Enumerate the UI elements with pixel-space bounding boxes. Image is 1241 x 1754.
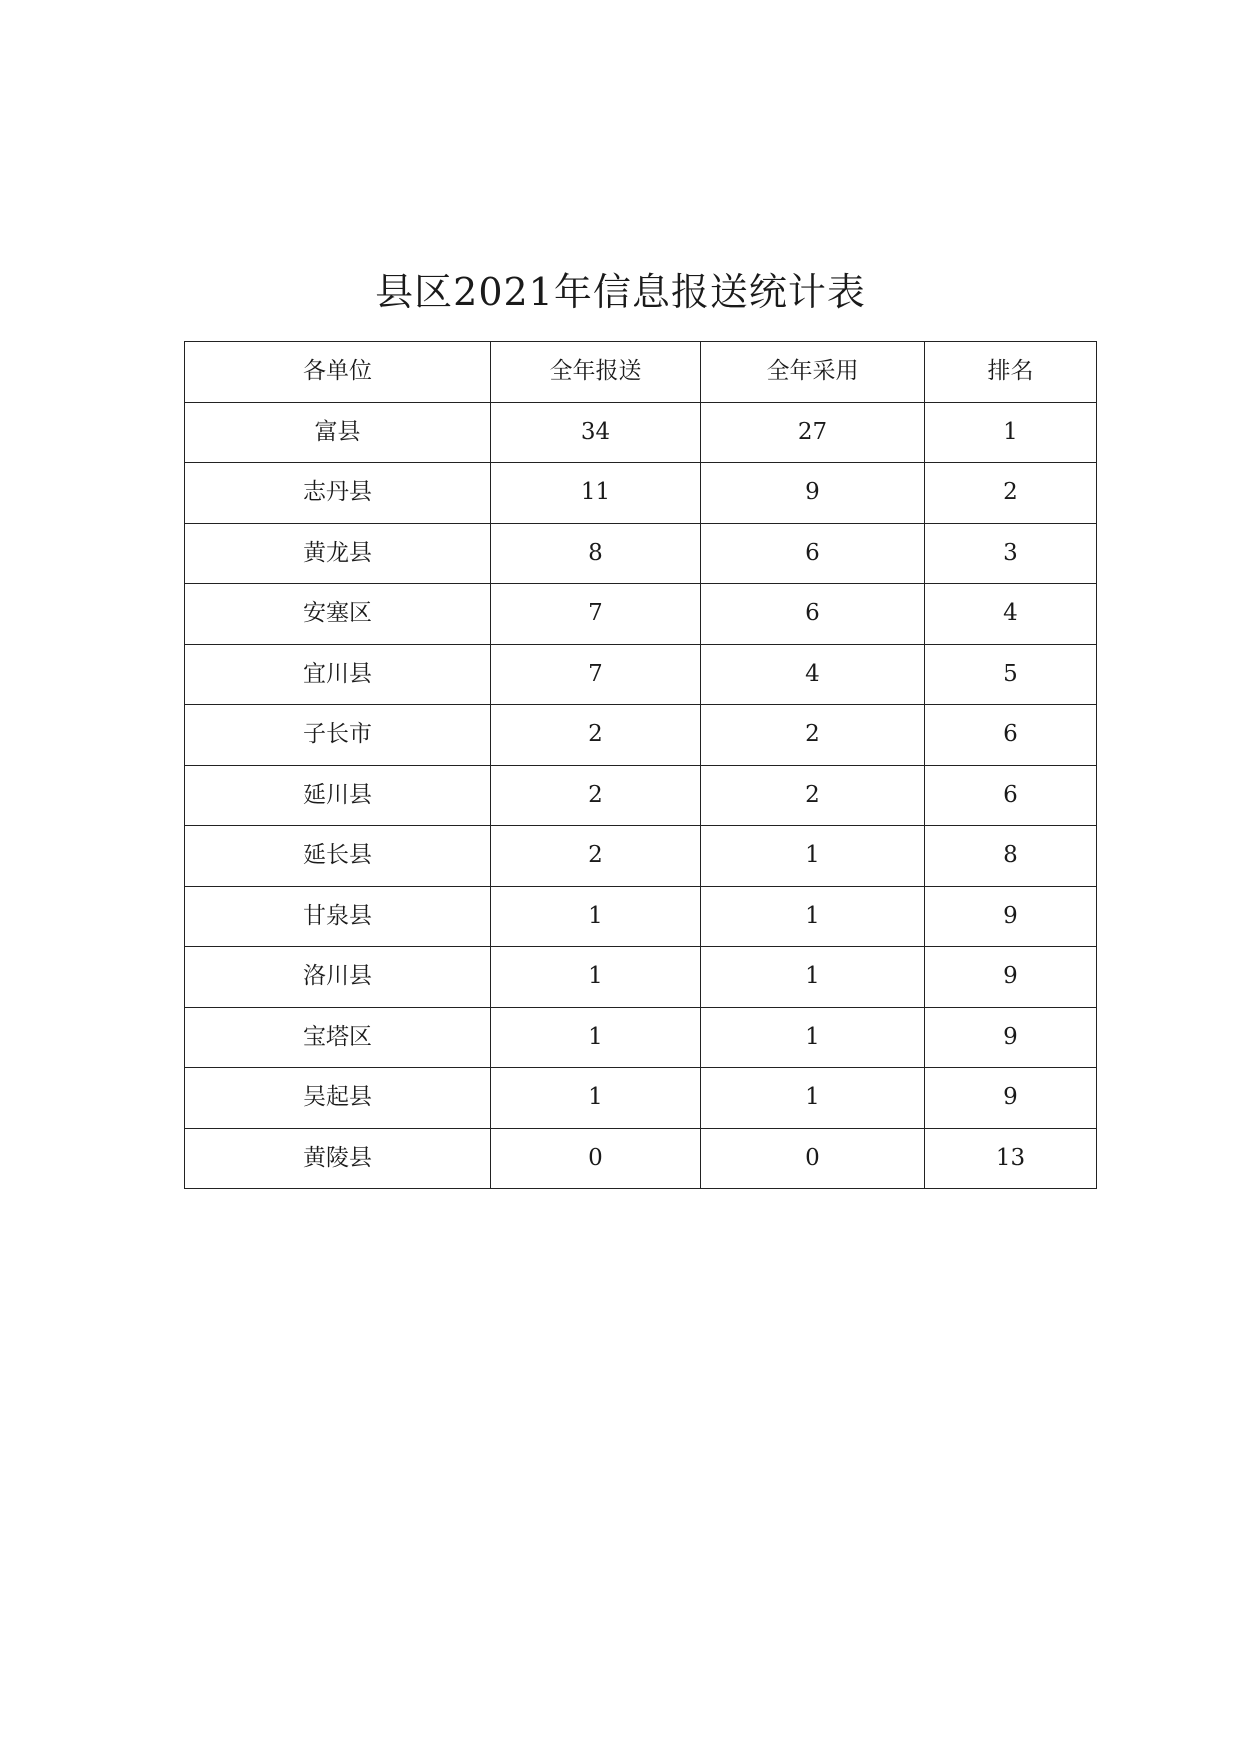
table-row (185, 826, 1097, 887)
cell-submitted: 8 (491, 523, 701, 584)
table-row (185, 644, 1097, 705)
table-row (185, 886, 1097, 947)
table-row (185, 1128, 1097, 1189)
cell-unit: 黄陵县 (185, 1128, 491, 1189)
header-annual-adopted: 全年采用 (701, 342, 925, 403)
cell-adopted: 1 (701, 947, 925, 1008)
cell-rank: 9 (925, 947, 1097, 1008)
cell-rank: 1 (925, 402, 1097, 463)
cell-submitted: 1 (491, 886, 701, 947)
header-unit: 各单位 (185, 342, 491, 403)
cell-submitted: 2 (491, 826, 701, 887)
cell-rank: 6 (925, 765, 1097, 826)
cell-rank: 3 (925, 523, 1097, 584)
table-row (185, 402, 1097, 463)
cell-adopted: 6 (701, 523, 925, 584)
cell-unit: 志丹县 (185, 463, 491, 524)
statistics-table (184, 341, 1097, 1189)
cell-submitted: 2 (491, 765, 701, 826)
cell-adopted: 1 (701, 886, 925, 947)
cell-rank: 6 (925, 705, 1097, 766)
cell-rank: 5 (925, 644, 1097, 705)
cell-submitted: 0 (491, 1128, 701, 1189)
cell-adopted: 1 (701, 1068, 925, 1129)
cell-unit: 黄龙县 (185, 523, 491, 584)
cell-adopted: 2 (701, 765, 925, 826)
cell-unit: 延川县 (185, 765, 491, 826)
cell-unit: 甘泉县 (185, 886, 491, 947)
cell-unit: 宝塔区 (185, 1007, 491, 1068)
page-title: 县区2021年信息报送统计表 (375, 270, 866, 314)
header-annual-submitted: 全年报送 (491, 342, 701, 403)
cell-unit: 吴起县 (185, 1068, 491, 1129)
table-row (185, 1068, 1097, 1129)
cell-submitted: 7 (491, 644, 701, 705)
cell-unit: 富县 (185, 402, 491, 463)
cell-rank: 8 (925, 826, 1097, 887)
cell-unit: 子长市 (185, 705, 491, 766)
cell-adopted: 1 (701, 1007, 925, 1068)
cell-submitted: 1 (491, 947, 701, 1008)
table-header-row (185, 342, 1097, 403)
cell-adopted: 27 (701, 402, 925, 463)
table-row (185, 523, 1097, 584)
cell-submitted: 1 (491, 1068, 701, 1129)
cell-adopted: 0 (701, 1128, 925, 1189)
table-row (185, 947, 1097, 1008)
cell-rank: 2 (925, 463, 1097, 524)
cell-adopted: 9 (701, 463, 925, 524)
cell-rank: 13 (925, 1128, 1097, 1189)
cell-rank: 9 (925, 1068, 1097, 1129)
cell-rank: 9 (925, 886, 1097, 947)
cell-unit: 延长县 (185, 826, 491, 887)
cell-submitted: 1 (491, 1007, 701, 1068)
table-row (185, 705, 1097, 766)
cell-adopted: 1 (701, 826, 925, 887)
cell-unit: 宜川县 (185, 644, 491, 705)
cell-unit: 洛川县 (185, 947, 491, 1008)
cell-submitted: 11 (491, 463, 701, 524)
table-row (185, 584, 1097, 645)
cell-adopted: 4 (701, 644, 925, 705)
cell-unit: 安塞区 (185, 584, 491, 645)
table-row (185, 463, 1097, 524)
cell-adopted: 2 (701, 705, 925, 766)
cell-rank: 4 (925, 584, 1097, 645)
cell-submitted: 2 (491, 705, 701, 766)
cell-submitted: 34 (491, 402, 701, 463)
cell-submitted: 7 (491, 584, 701, 645)
cell-adopted: 6 (701, 584, 925, 645)
table-row (185, 765, 1097, 826)
table-row (185, 1007, 1097, 1068)
cell-rank: 9 (925, 1007, 1097, 1068)
header-rank: 排名 (925, 342, 1097, 403)
